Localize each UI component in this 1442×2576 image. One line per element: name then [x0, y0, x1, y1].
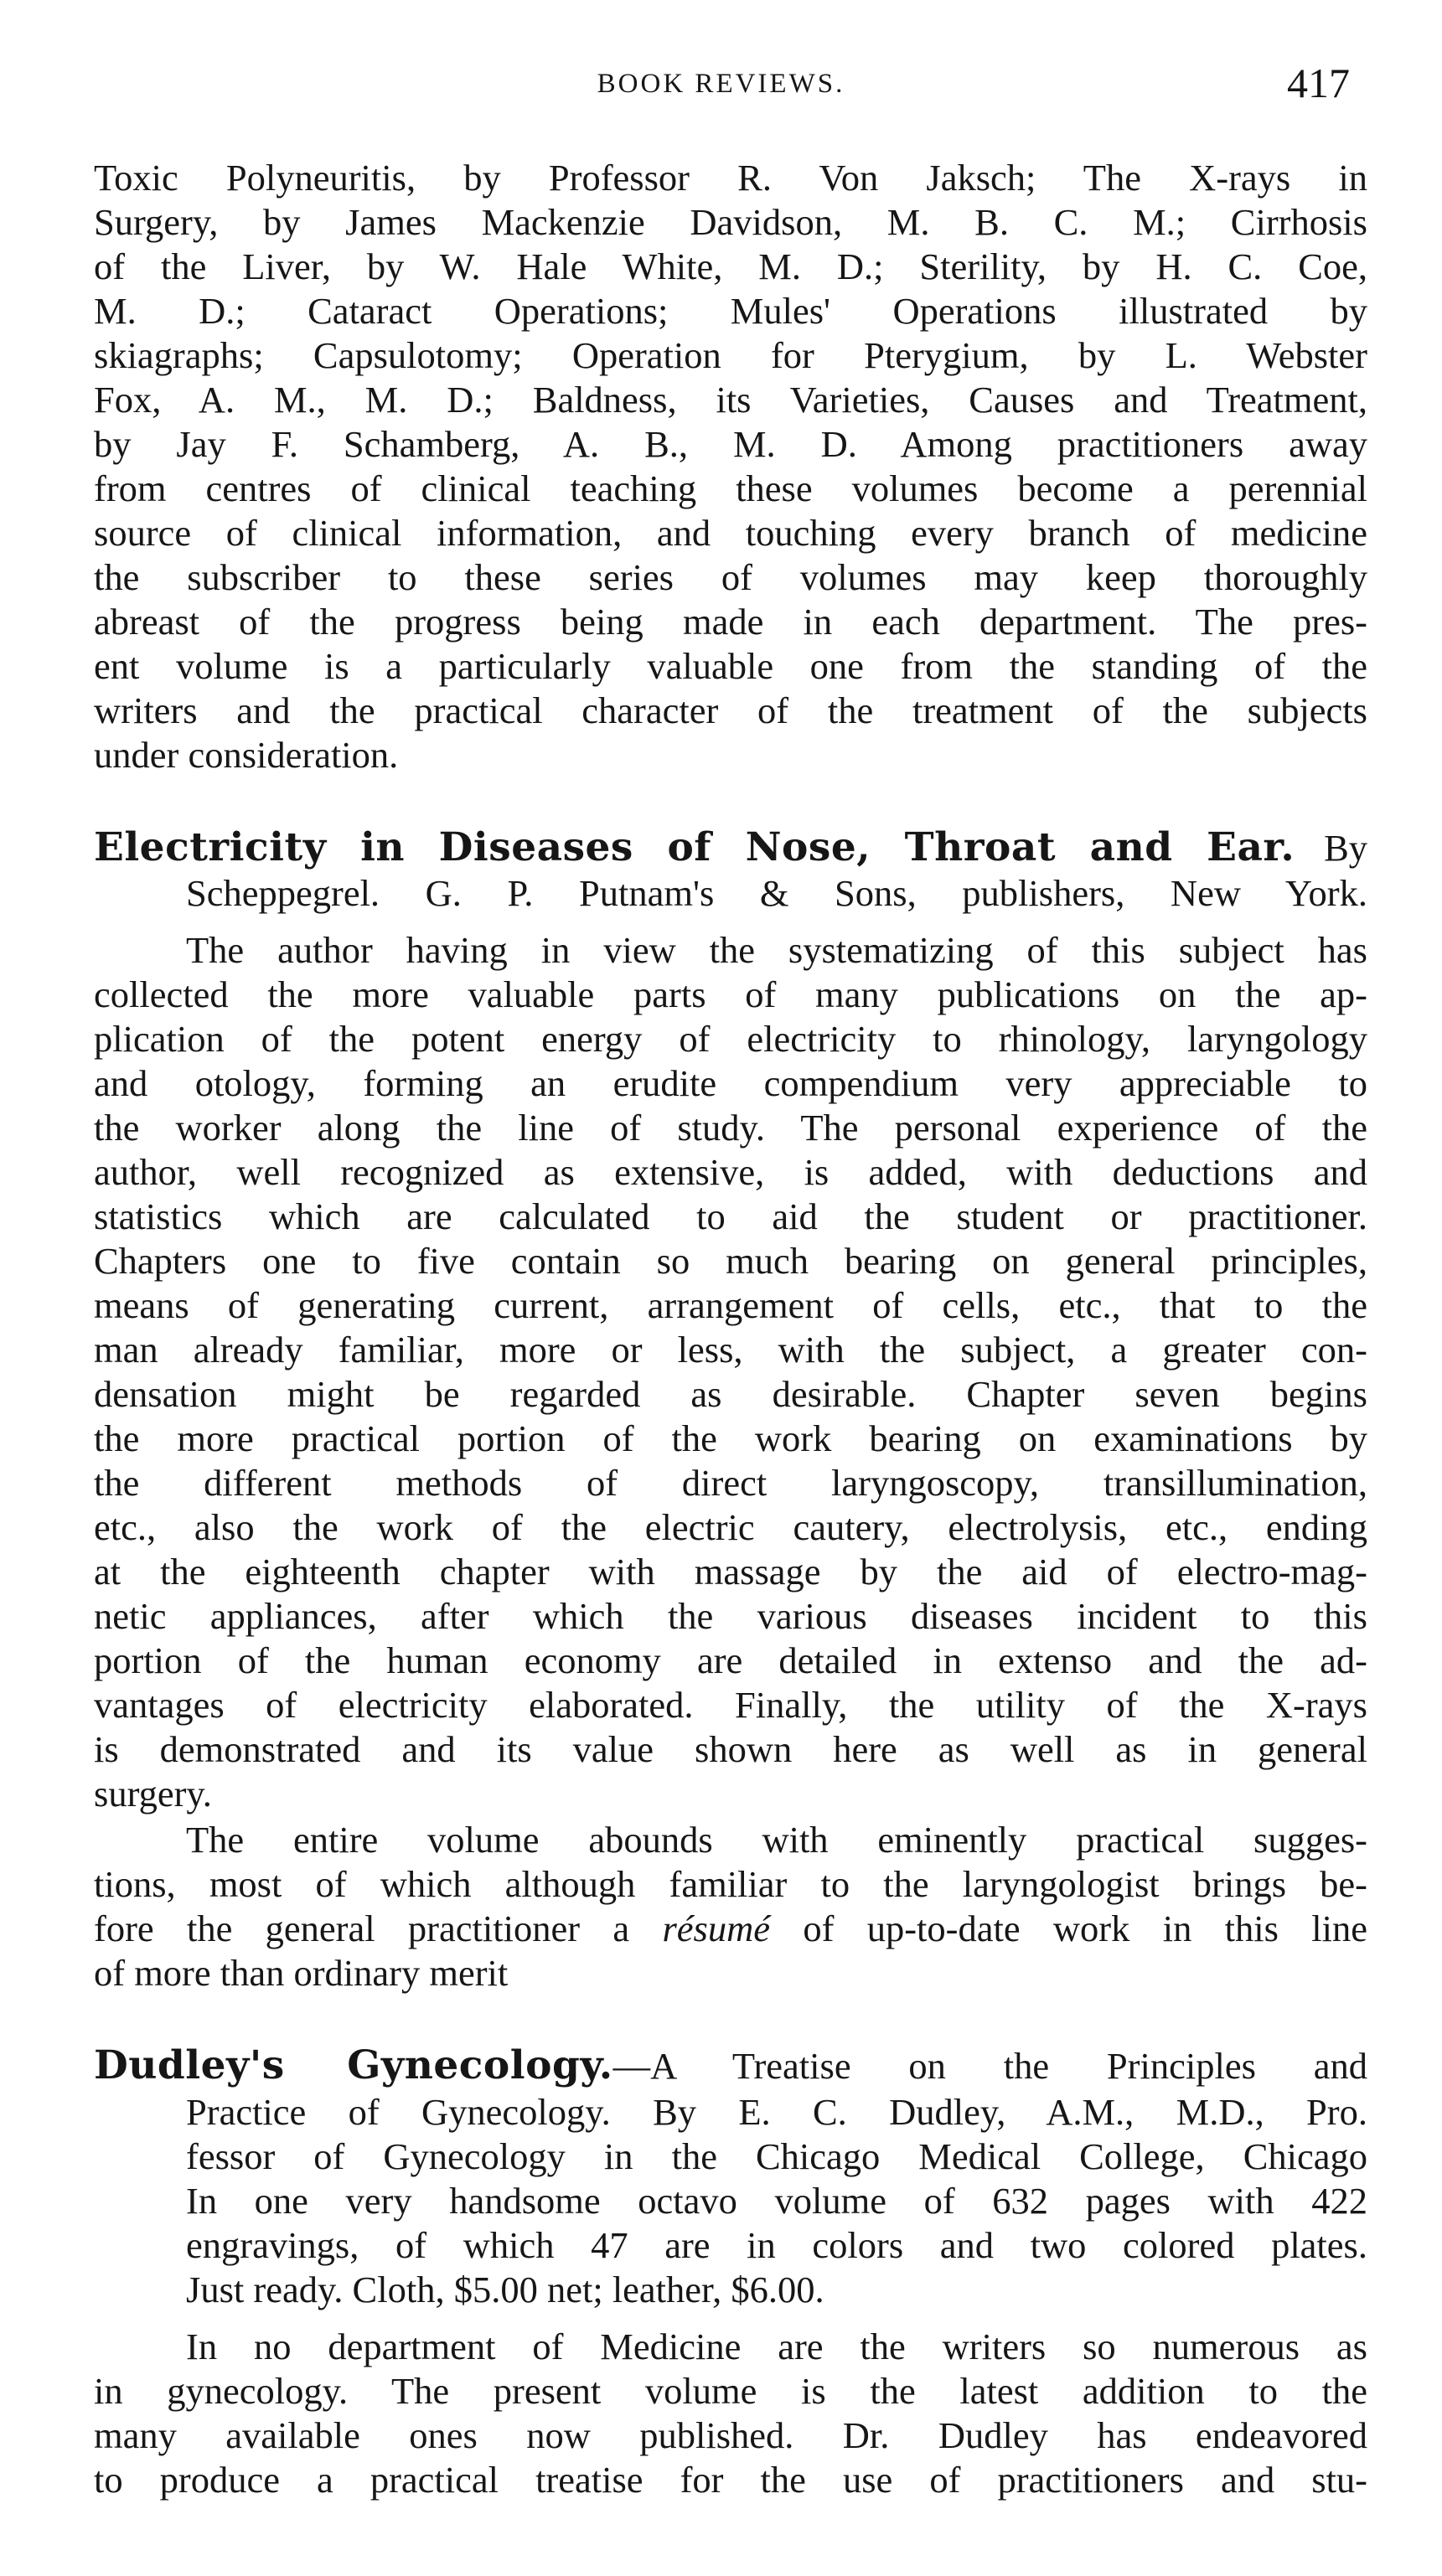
text-line: In no department of Medicine are the writers so numerous as — [186, 2326, 1367, 2367]
text-line: the subscriber to these series of volumes may keep thoroughly — [94, 556, 1367, 598]
text-line: at the eighteenth chapter with massage by the aid of electro-mag- — [94, 1551, 1367, 1593]
text-line: Toxic Polyneuritis, by Professor R. Von Jaksch; The X-rays in — [94, 157, 1367, 199]
review-title-tail: —A Treatise on the Principles and — [612, 2045, 1367, 2087]
text-line: netic appliances, after which the various diseases incident to this — [94, 1595, 1367, 1637]
text-line: to produce a practical treatise for the use of practitioners and stu- — [94, 2459, 1367, 2501]
text-line: means of generating current, arrangement of cells, etc., that to the — [94, 1284, 1367, 1326]
text-line: densation might be regarded as desirable. Chapter seven begins — [94, 1373, 1367, 1415]
text-line: M. D.; Cataract Operations; Mules' Operations illustrated by — [94, 290, 1367, 332]
text-line: Chapters one to five contain so much bearing on general principles, — [94, 1240, 1367, 1282]
text-line: The entire volume abounds with eminently practical sugges- — [186, 1819, 1367, 1861]
text-line: vantages of electricity elaborated. Finally, the utility of the X-rays — [94, 1684, 1367, 1726]
text-line: in gynecology. The present volume is the latest addition to the — [94, 2370, 1367, 2412]
text-line: the more practical portion of the work bearing on examinations by — [94, 1417, 1367, 1459]
text-line: skiagraphs; Capsulotomy; Operation for Pterygium, by L. Webster — [94, 334, 1367, 376]
text-line: portion of the human economy are detailed in extenso and the ad- — [94, 1639, 1367, 1681]
resume-italic: résumé — [662, 1907, 770, 1949]
review-heading — [94, 826, 1367, 870]
text-line: of more than ordinary merit — [94, 1952, 509, 1994]
text-line: surgery. — [94, 1773, 212, 1815]
text-line: under consideration. — [94, 734, 399, 776]
text-line: In one very handsome octavo volume of 632 pages with 422 — [186, 2180, 1367, 2222]
text-line: collected the more valuable parts of many publications on the ap- — [94, 973, 1367, 1015]
text-line: abreast of the progress being made in each department. The pres- — [94, 601, 1367, 643]
text-line: Fox, A. M., M. D.; Baldness, its Varieties, Causes and Treatment, — [94, 379, 1367, 421]
text-line: engravings, of which 47 are in colors and two colored plates. — [186, 2224, 1367, 2266]
text-fragment: of up-to-date work in this line — [769, 1907, 1367, 1949]
running-head: BOOK REVIEWS. — [597, 69, 845, 99]
text-line: is demonstrated and its value shown here as well as in general — [94, 1728, 1367, 1770]
text-line: statistics which are calculated to aid the student or practitioner. — [94, 1195, 1367, 1237]
page-number: 417 — [1287, 59, 1350, 106]
text-line: many available ones now published. Dr. Dudley has endeavored — [94, 2414, 1367, 2456]
text-fragment: fore the general practitioner a — [94, 1907, 663, 1949]
text-line: by Jay F. Schamberg, A. B., M. D. Among practitioners away — [94, 423, 1367, 465]
text-line: ent volume is a particularly valuable one from the standing of the — [94, 645, 1367, 687]
text-line: Just ready. Cloth, $5.00 net; leather, $6.00. — [186, 2269, 824, 2310]
text-line: Surgery, by James Mackenzie Davidson, M. B. C. M.; Cirrhosis — [94, 201, 1367, 243]
text-line — [94, 1907, 1367, 1950]
text-line: man already familiar, more or less, with the subject, a greater con- — [94, 1329, 1367, 1371]
text-line: source of clinical information, and touching every branch of medicine — [94, 512, 1367, 554]
text-line: the worker along the line of study. The personal experience of the — [94, 1107, 1367, 1149]
text-line: The author having in view the systematizing of this subject has — [186, 929, 1367, 971]
text-line: Practice of Gynecology. By E. C. Dudley, A.M., M.D., Pro. — [186, 2091, 1367, 2133]
review-by: By — [1324, 827, 1367, 869]
review-imprint: Scheppegrel. G. P. Putnam's & Sons, publishers, New York. — [186, 872, 1367, 914]
text-line: author, well recognized as extensive, is added, with deductions and — [94, 1151, 1367, 1193]
text-line: the different methods of direct laryngoscopy, transillumination, — [94, 1462, 1367, 1504]
review-heading — [94, 2044, 1367, 2088]
review-title: Electricity in Diseases of Nose, Throat and Ear. — [94, 824, 1295, 870]
text-line: plication of the potent energy of electricity to rhinology, laryngology — [94, 1018, 1367, 1060]
review-title: Dudley's Gynecology. — [94, 2042, 613, 2088]
text-line: writers and the practical character of the treatment of the subjects — [94, 689, 1367, 731]
text-line: of the Liver, by W. Hale White, M. D.; Sterility, by H. C. Coe, — [94, 245, 1367, 287]
text-line: tions, most of which although familiar to the laryngologist brings be- — [94, 1863, 1367, 1905]
text-line: from centres of clinical teaching these volumes become a perennial — [94, 467, 1367, 509]
text-line: fessor of Gynecology in the Chicago Medical College, Chicago — [186, 2135, 1367, 2177]
text-line: etc., also the work of the electric cautery, electrolysis, etc., ending — [94, 1506, 1367, 1548]
text-line: and otology, forming an erudite compendium very appreciable to — [94, 1062, 1367, 1104]
